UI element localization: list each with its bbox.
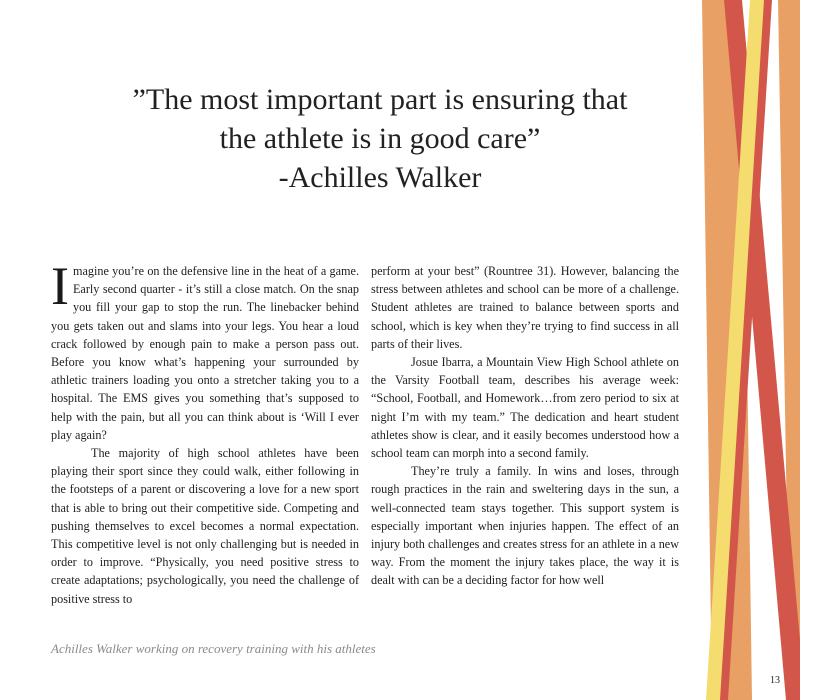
quote-attribution: -Achilles Walker	[278, 161, 482, 194]
photo-caption: Achilles Walker working on recovery training with his athletes	[51, 641, 376, 656]
paragraph-intro	[51, 256, 359, 444]
pull-quote	[60, 80, 700, 197]
paragraph-4: They’re truly a family. In wins and loses, through rough practices in the rain and sweltering days in the sun, a well-connected team stays together. This support system is especially important when injuries happen. The effect of an injury both challenges and creates stress for an athlete in a new way. From the moment the injury takes place, the way it is dealt with can be a deciding factor for how well	[371, 464, 679, 588]
paragraph-2-continued: perform at your best” (Rountree 31). However, balancing the stress between athletes and school can be more of a challenge. Student athletes are trained to balance between sports and school, which is key when they’re trying to find success in all parts of their lives.	[371, 264, 679, 351]
drop-cap: I	[51, 256, 69, 316]
paragraph-intro-text: magine you’re on the defensive line in the heat of a game. Early second quarter - it’s still a close match. On the snap you fill your gap to stop the run. The linebacker behind you gets taken out and slams into your legs. You hear a loud crack followed by enough pain to make a person pass out. Before you know what’s happening your surrounded by athletic trainers loading you onto a stretcher taking you to a hospital. The EMS gives you something that’s supposed to help with the pain, but all you can think about is ‘Will I ever play again?	[51, 264, 359, 442]
page-number: 13	[770, 675, 780, 686]
article-column-right	[371, 262, 679, 590]
quote-line-1: ”The most important part is ensuring that	[132, 83, 628, 116]
paragraph-3: Josue Ibarra, a Mountain View High School athlete on the Varsity Football team, describes his average week: “School, Football, and Homework…from zero period to six at night I’m with my team.” The dedication and heart student athletes show is clear, and it easily becomes understood how a school team can morph into a second family.	[371, 355, 679, 461]
quote-line-2: the athlete is in good care”	[219, 122, 541, 155]
paragraph-2: The majority of high school athletes have been playing their sport since they could walk, either following in the footsteps of a parent or discovering a love for a new sport that is able to bring out their competitive side. Competing and pushing themselves to excel becomes a normal expectation. This competitive level is not only challenging but is needed in order to improve. “Physically, you need positive stress to create adaptations; psychologically, you need the challenge of positive stress to	[51, 446, 359, 606]
article-column-left	[51, 256, 359, 608]
